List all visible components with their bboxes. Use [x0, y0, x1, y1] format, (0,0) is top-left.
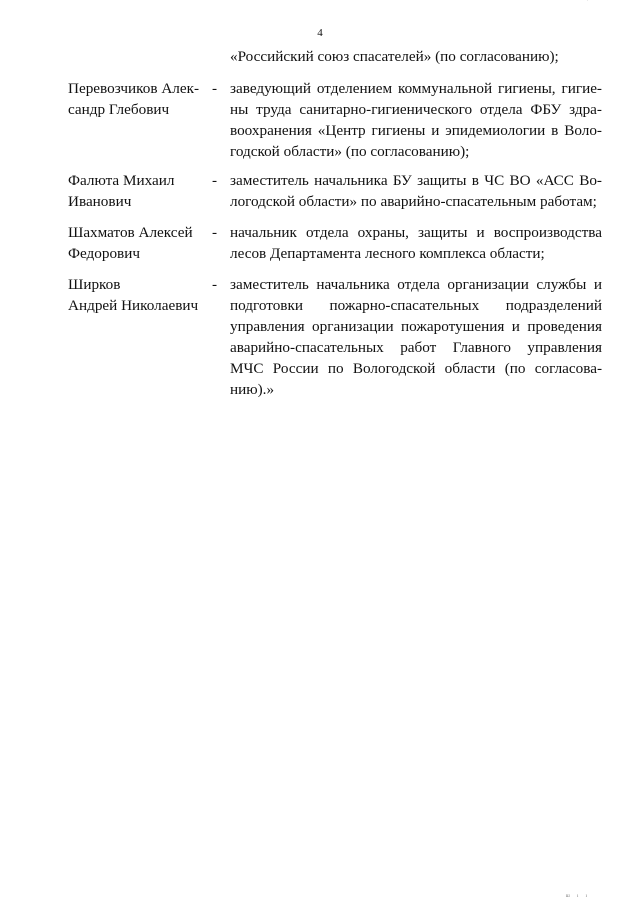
name-line: Андрей Николаевич [68, 297, 199, 314]
name-line: Перевозчиков Алек- [68, 80, 200, 97]
position-line: начальник отдела охраны, защиты и воспроизводства [230, 224, 602, 241]
position-line: аварийно-спасательных работ Главного управления [230, 339, 602, 356]
member-name [68, 274, 210, 316]
position-line: ны труда санитарно-гигиенического отдела ФБУ здра- [230, 101, 602, 118]
name-line: Федорович [68, 245, 140, 262]
scan-corner-mark: ' [587, 0, 588, 5]
position-line: управления организации пожаротушения и проведения [230, 318, 602, 335]
member-entry [0, 222, 640, 274]
dash-separator: - [212, 80, 218, 97]
name-line: Ширков [68, 276, 121, 293]
member-position [230, 78, 602, 162]
member-list [0, 78, 640, 414]
position-line: заместитель начальника БУ защиты в ЧС ВО «АСС Во- [230, 172, 602, 189]
dash-separator: - [212, 224, 218, 241]
member-name [68, 170, 210, 212]
position-line: заместитель начальника отдела организации службы и [230, 276, 602, 293]
position-line: воохранения «Центр гигиены и эпидемиологии в Воло- [230, 122, 602, 139]
member-entry [0, 170, 640, 222]
dash-separator: - [212, 276, 218, 293]
member-position [230, 274, 602, 400]
position-line: годской области» (по согласованию); [230, 143, 470, 160]
position-line: лесов Департамента лесного комплекса области; [230, 245, 545, 262]
member-position [230, 222, 602, 264]
member-entry [0, 78, 640, 170]
member-name [68, 78, 210, 120]
name-line: Иванович [68, 193, 132, 210]
position-line: заведующий отделением коммунальной гигиены, гигие- [230, 80, 602, 97]
position-line: логодской области» по аварийно-спасательным работам; [230, 193, 597, 210]
dash-separator: - [212, 172, 218, 189]
name-line: сандр Глебович [68, 101, 170, 118]
position-line: МЧС России по Вологодской области (по согласова- [230, 360, 602, 377]
name-line: Шахматов Алексей [68, 224, 193, 241]
member-position [230, 170, 602, 212]
member-entry [0, 274, 640, 414]
scan-footer-mark: ш ı ı [565, 894, 590, 899]
position-line: нию).» [230, 381, 275, 398]
name-line: Фалюта Михаил [68, 172, 175, 189]
member-name [68, 222, 210, 264]
position-line: подготовки пожарно-спасательных подразделений [230, 297, 602, 314]
page-number: 4 [317, 27, 323, 39]
continuation-text: «Российский союз спасателей» (по согласованию); [230, 48, 559, 65]
